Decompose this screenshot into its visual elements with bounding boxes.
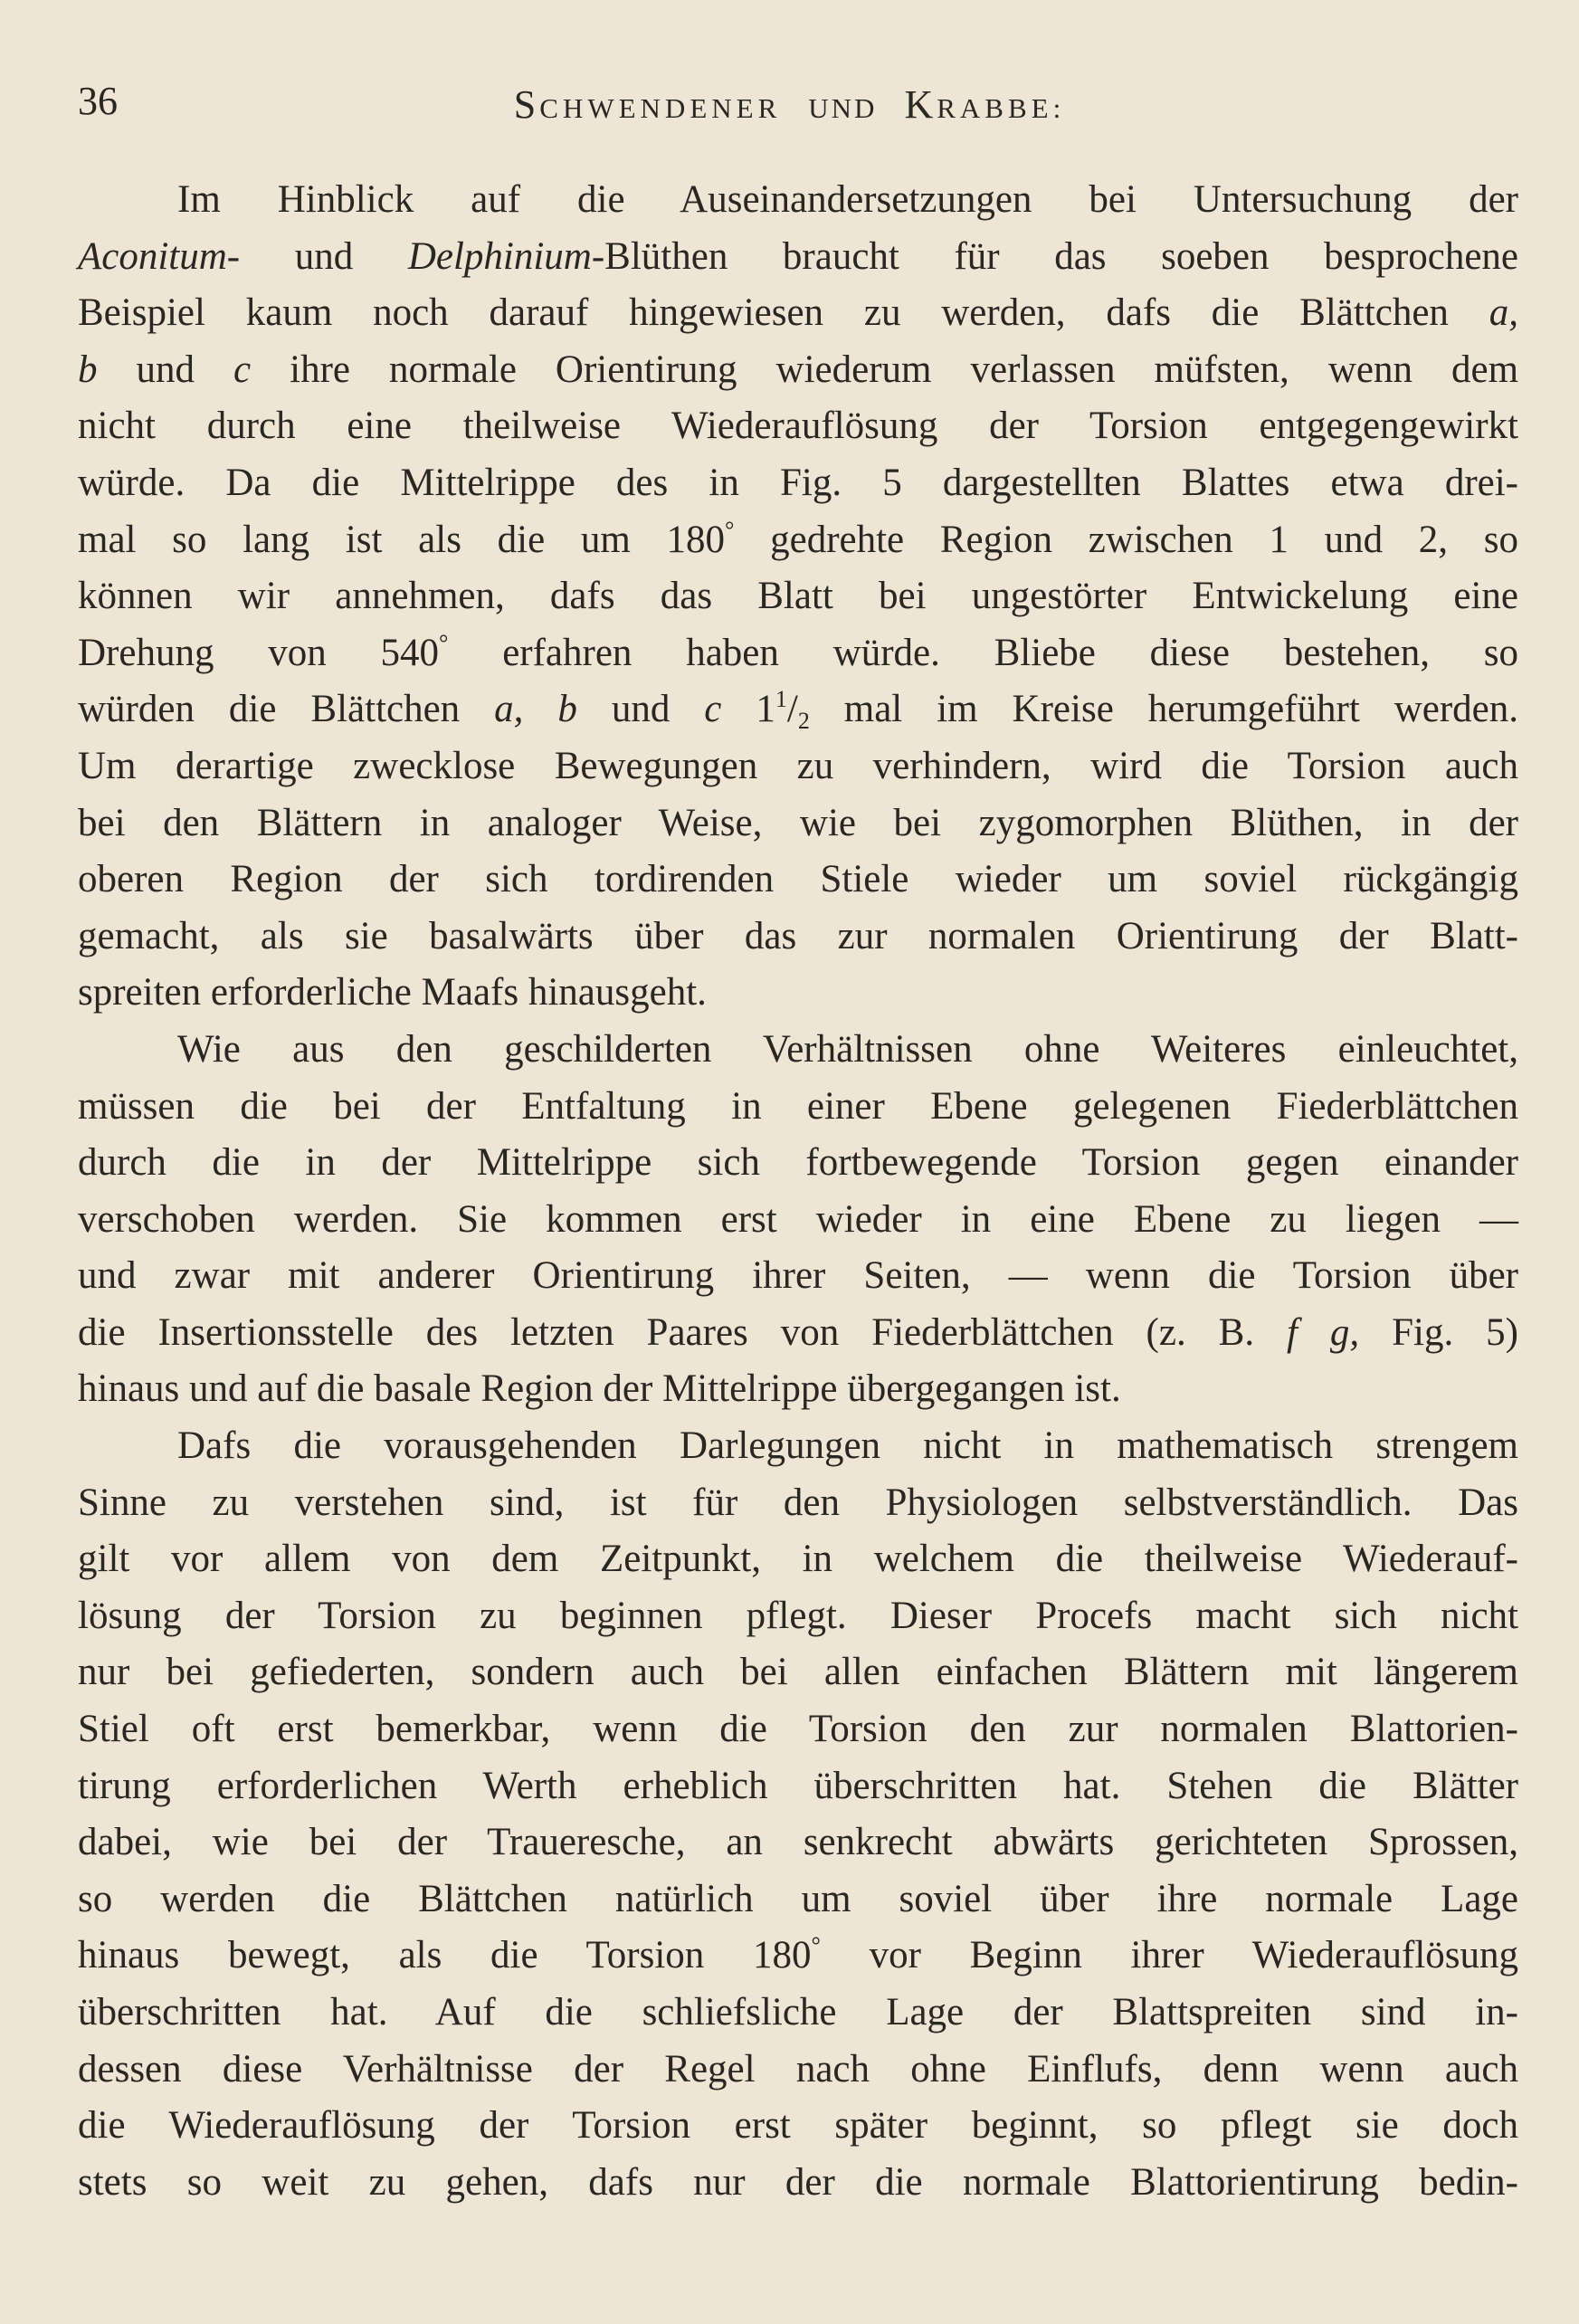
text-segment: Drehung von 540 <box>78 631 440 674</box>
text-segment: Beispiel kaum noch darauf hingewiesen zu werden, dafs die Blättchen <box>78 291 1489 335</box>
text-segment: würden die Blättchen <box>78 688 495 731</box>
text-line: nur bei gefiederten, sondern auch bei allen einfachen Blättern mit längerem <box>78 1651 1518 1694</box>
running-head-author-2: RABBE: <box>937 92 1066 124</box>
text-segment: die Insertionsstelle des letzten Paares von Fiederblättchen (z. B. <box>78 1310 1288 1354</box>
text-line <box>78 512 1518 569</box>
text-line: können wir annehmen, dafs das Blatt bei ungestörter Entwickelung eine <box>78 575 1518 618</box>
text-line: dessen diese Verhältnisse der Regel nach ohne Einflufs, denn wenn auch <box>78 2047 1518 2091</box>
text-line: tirung erforderlichen Werth erheblich überschritten hat. Stehen die Blätter <box>78 1764 1518 1807</box>
degree-sign: ° <box>811 1932 821 1959</box>
text-line <box>78 342 1518 399</box>
text-line: bei den Blättern in analoger Weise, wie bei zygomorphen Blüthen, in der <box>78 801 1518 844</box>
text-line: überschritten hat. Auf die schliefsliche Lage der Blattspreiten sind in- <box>78 1991 1518 2034</box>
text-line <box>78 681 1518 738</box>
text-line: die Wiederauflösung der Torsion erst später beginnt, so pflegt sie doch <box>78 2104 1518 2148</box>
text-line: verschoben werden. Sie kommen erst wieder in eine Ebene zu liegen — <box>78 1197 1518 1241</box>
degree-sign: ° <box>725 516 735 543</box>
text-segment: vor Beginn ihrer Wiederauflösung <box>820 1934 1519 1977</box>
text-line: spreiten erforderliche Maafs hinausgeht. <box>78 971 707 1014</box>
running-head <box>0 78 1579 136</box>
text-segment: ihre normale Orientirung wiederum verlassen müfsten, wenn dem <box>251 348 1519 391</box>
text-line <box>78 1305 1518 1362</box>
text-segment: mal im Kreise herumgeführt werden. <box>809 688 1519 731</box>
text-line: und zwar mit anderer Orientirung ihrer Seiten, — wenn die Torsion über <box>78 1254 1518 1298</box>
text-line <box>78 1928 1518 1985</box>
fraction-denominator: 2 <box>797 708 810 735</box>
running-head-author-1: CHWENDENER <box>539 92 782 124</box>
text-segment: und <box>240 234 408 278</box>
text-line: lösung der Torsion zu beginnen pflegt. Dieser Procefs macht sich nicht <box>78 1594 1518 1637</box>
text-segment: Fig. 5) <box>1359 1310 1518 1354</box>
text-line: gemacht, als sie basalwärts über das zur normalen Orientirung der Blatt- <box>78 914 1518 957</box>
text-line: Dafs die vorausgehenden Darlegungen nicht in mathematisch strengem <box>177 1424 1518 1468</box>
running-head-und: UND <box>808 92 878 124</box>
text-line: gilt vor allem von dem Zeitpunkt, in welchem die theilweise Wiederauf- <box>78 1538 1518 1581</box>
text-line: so werden die Blättchen natürlich um soviel über ihre normale Lage <box>78 1877 1518 1920</box>
text-segment: mal so lang ist als die um 180 <box>78 518 725 561</box>
text-line: hinaus und auf die basale Region der Mittelrippe übergegangen ist. <box>78 1367 1121 1411</box>
fraction-numerator: 1 <box>775 686 787 713</box>
body-text <box>78 172 1518 2211</box>
text-line: dabei, wie bei der Traueresche, an senkrecht abwärts gerichteten Sprossen, <box>78 1821 1518 1864</box>
page-number: 36 <box>78 79 118 123</box>
text-segment: und <box>97 348 234 391</box>
text-segment: gedrehte Region zwischen 1 und 2, so <box>734 518 1518 561</box>
fraction-slash: / <box>786 688 798 731</box>
italic-term: a, b <box>494 688 577 731</box>
text-segment: -Blüthen braucht für das soeben besprochene <box>591 234 1518 278</box>
degree-sign: ° <box>439 629 449 656</box>
running-head-initial-1: S <box>513 82 540 127</box>
text-line: würde. Da die Mittelrippe des in Fig. 5 dargestellten Blattes etwa drei- <box>78 461 1518 504</box>
text-segment: 1 <box>721 688 775 731</box>
text-line: Sinne zu verstehen sind, ist für den Physiologen selbstverständlich. Das <box>78 1481 1518 1524</box>
italic-term: Delphinium <box>407 234 592 278</box>
text-line: nicht durch eine theilweise Wiederauflösung der Torsion entgegengewirkt <box>78 405 1518 448</box>
text-line: Im Hinblick auf die Auseinandersetzungen bei Untersuchung der <box>177 178 1518 221</box>
text-line: Stiel oft erst bemerkbar, wenn die Torsion den zur normalen Blattorien- <box>78 1708 1518 1751</box>
italic-term: a, <box>1489 291 1518 335</box>
text-line: stets so weit zu gehen, dafs nur der die normale Blattorientirung bedin- <box>78 2160 1518 2204</box>
text-line: durch die in der Mittelrippe sich fortbewegende Torsion gegen einander <box>78 1141 1518 1185</box>
italic-term: c <box>233 348 252 391</box>
text-line: Wie aus den geschilderten Verhältnissen ohne Weiteres einleuchtet, <box>177 1027 1518 1071</box>
text-line <box>78 625 1518 682</box>
text-segment: erfahren haben würde. Bliebe diese bestehen, so <box>448 631 1518 674</box>
text-line: Um derartige zwecklose Bewegungen zu verhindern, wird die Torsion auch <box>78 744 1518 787</box>
italic-term: Aconitum- <box>78 234 241 278</box>
running-head-initial-2: K <box>904 82 937 127</box>
italic-term: c <box>704 688 722 731</box>
text-line <box>78 229 1518 286</box>
text-segment: hinaus bewegt, als die Torsion 180 <box>78 1934 812 1977</box>
text-line: oberen Region der sich tordirenden Stiele wieder um soviel rückgängig <box>78 858 1518 901</box>
text-line <box>78 285 1518 342</box>
italic-term: b <box>78 348 98 391</box>
italic-term: f g, <box>1287 1310 1360 1354</box>
text-line: müssen die bei der Entfaltung in einer Ebene gelegenen Fiederblättchen <box>78 1084 1518 1128</box>
text-segment: und <box>576 688 705 731</box>
